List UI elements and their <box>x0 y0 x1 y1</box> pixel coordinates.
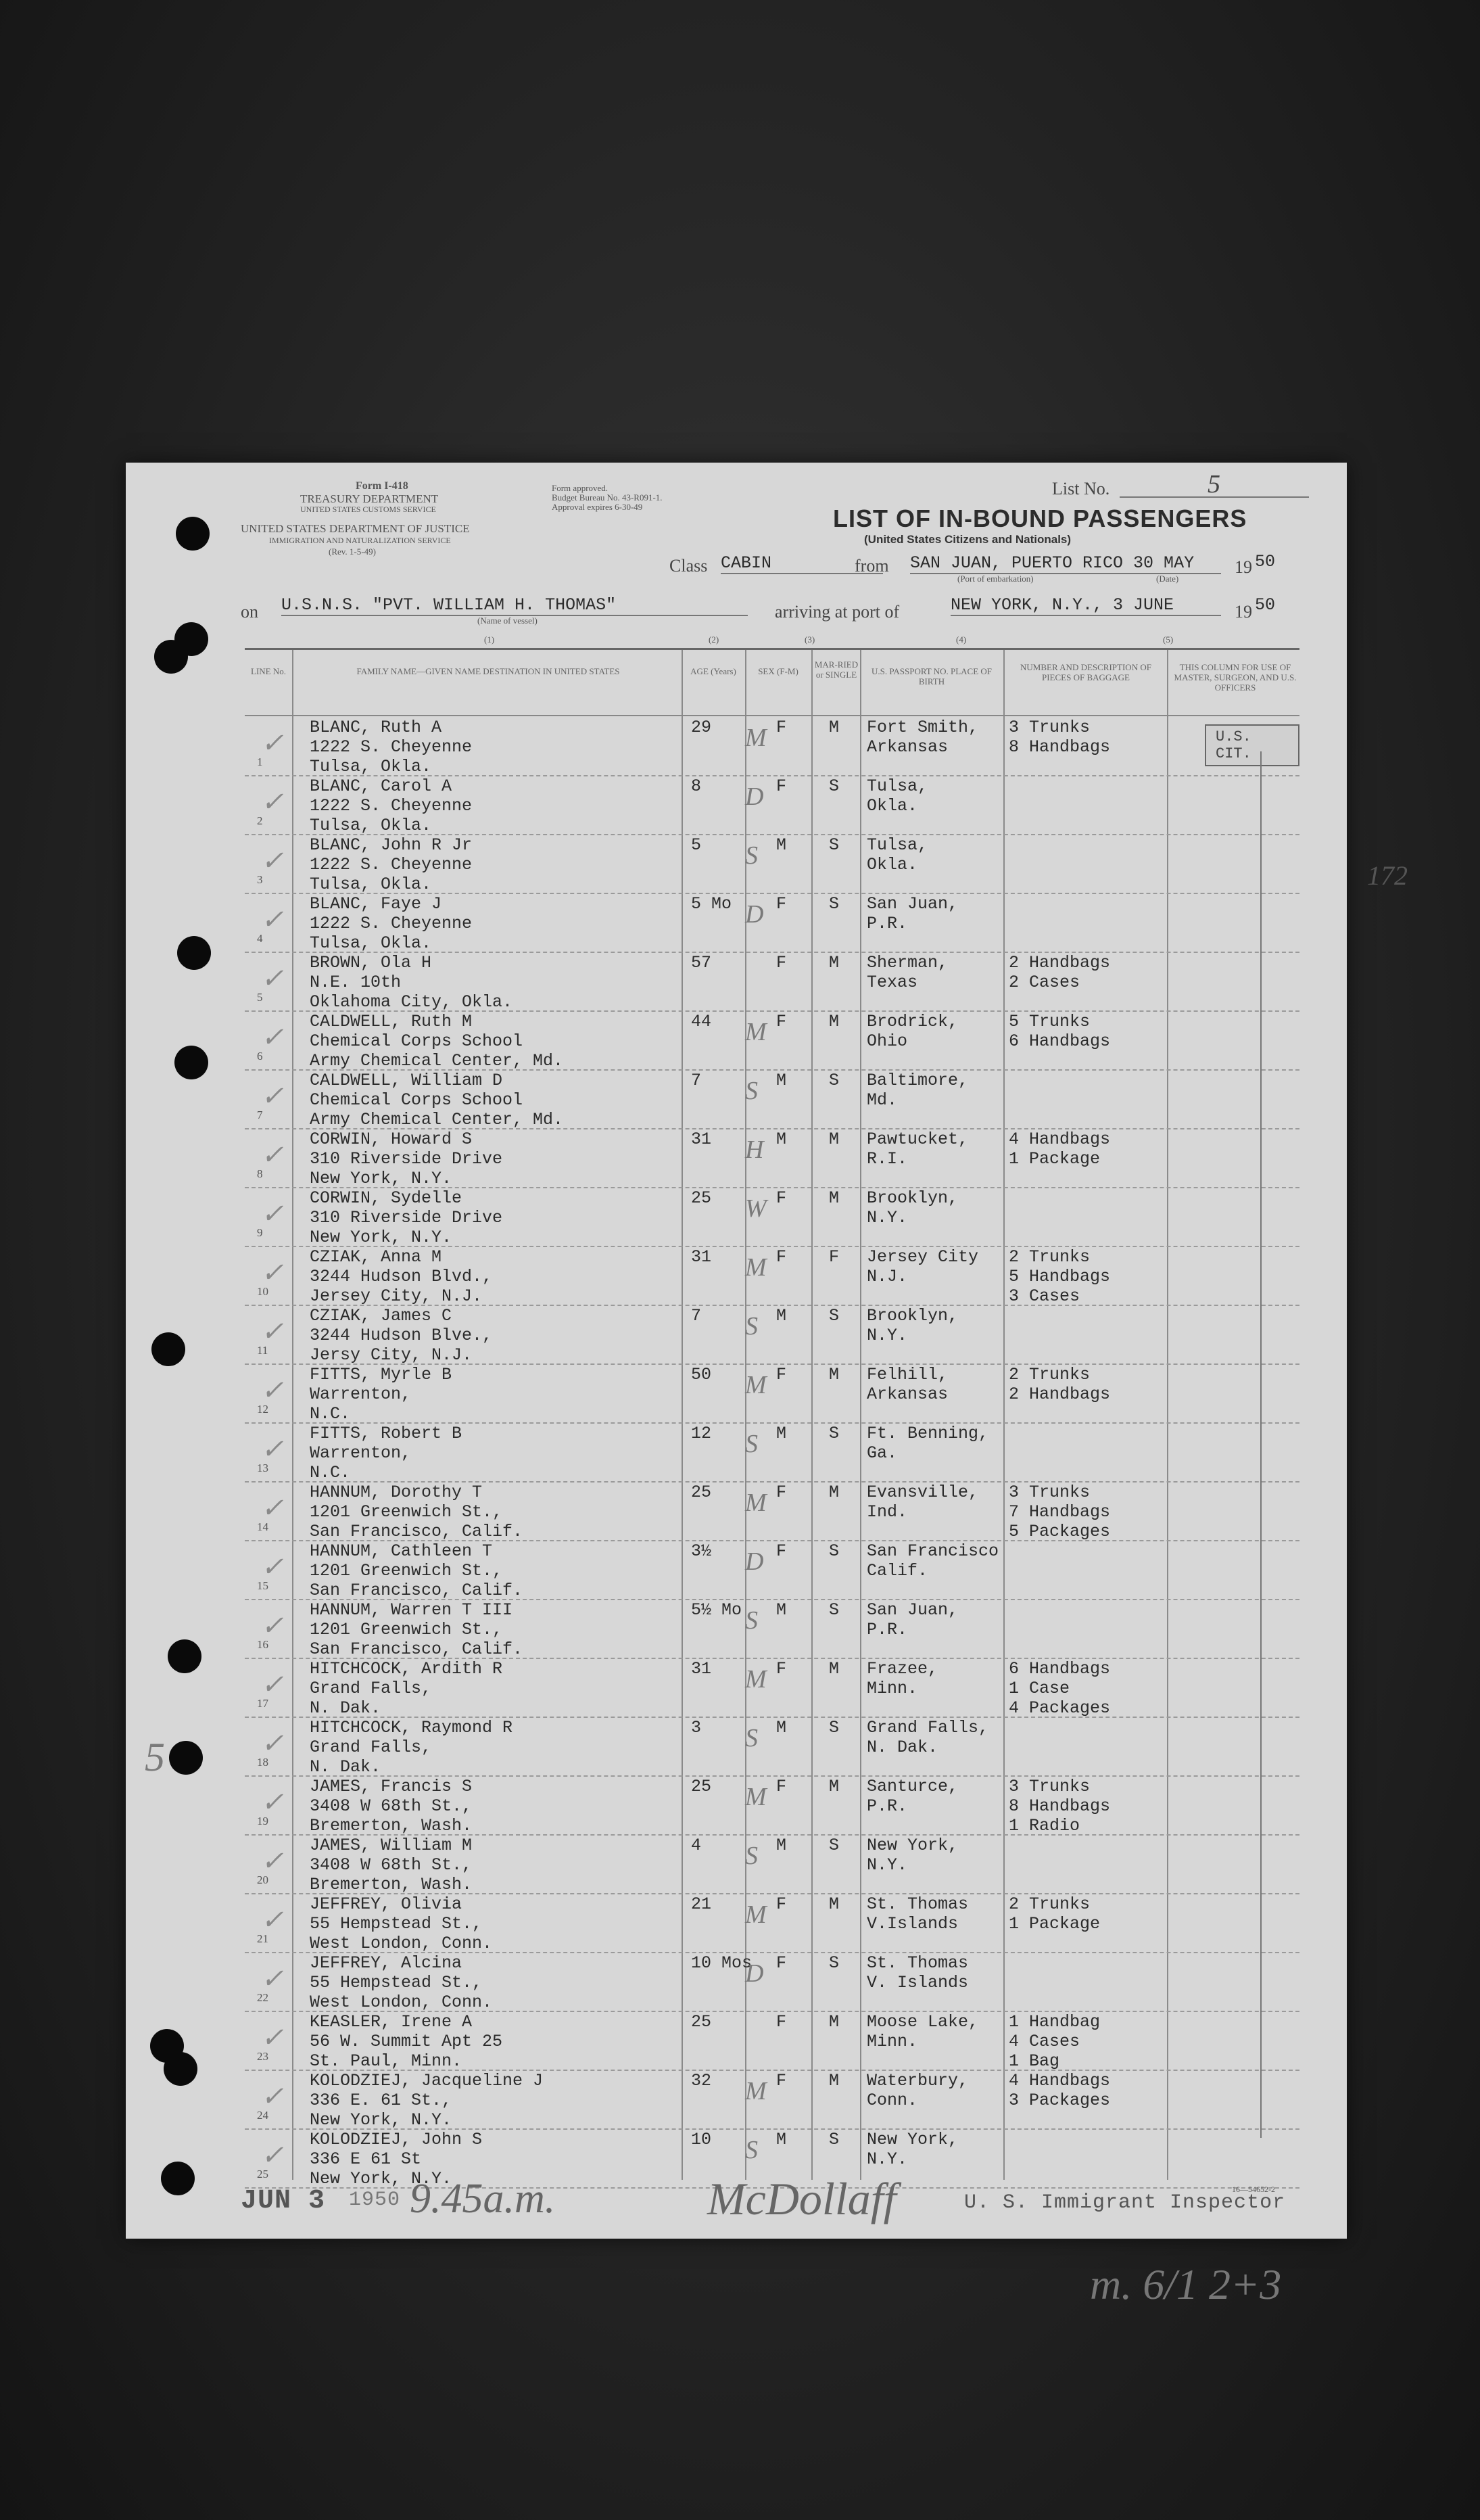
passenger-name-destination: JEFFREY, Olivia 55 Hempstead St., West London, Conn. <box>310 1894 493 1953</box>
baggage: 4 Handbags 3 Packages <box>1009 2071 1111 2110</box>
check-mark: ✓ <box>261 1905 284 1935</box>
place-of-birth: Brooklyn, N.Y. <box>867 1188 959 1228</box>
passenger-name-destination: BLANC, Ruth A 1222 S. Cheyenne Tulsa, Okla. <box>310 718 473 776</box>
class-label: Class <box>669 556 708 576</box>
stamp-date: JUN 3 <box>241 2186 326 2216</box>
age: 31 <box>691 1129 712 1149</box>
table-row <box>245 1893 1299 1953</box>
age: 8 <box>691 776 702 796</box>
sex: F <box>776 1012 787 1031</box>
check-mark: ✓ <box>261 1669 284 1700</box>
baggage: 3 Trunks 8 Handbags <box>1009 718 1111 757</box>
table-row <box>245 952 1299 1012</box>
handwritten-status: D <box>745 1547 764 1576</box>
age: 32 <box>691 2071 712 2091</box>
list-no-label: List No. <box>1052 479 1110 498</box>
table-row <box>245 1481 1299 1541</box>
age: 25 <box>691 1777 712 1796</box>
sex: M <box>776 1129 787 1149</box>
line-number: 21 <box>257 1932 268 1945</box>
punch-hole <box>168 1639 201 1673</box>
list-no-field <box>1120 470 1309 498</box>
passenger-name-destination: JAMES, Francis S 3408 W 68th St., Bremerton, Wash. <box>310 1777 473 1836</box>
punch-hole <box>161 2162 195 2195</box>
line-number: 20 <box>257 1873 268 1886</box>
table-row <box>245 834 1299 894</box>
marital-status: S <box>829 1600 840 1620</box>
inspector-signature: McDollaff <box>707 2173 897 2224</box>
place-of-birth: Baltimore, Md. <box>867 1071 969 1110</box>
check-mark: ✓ <box>261 1316 284 1347</box>
sex: M <box>776 1306 787 1326</box>
budget-bureau: Budget Bureau No. 43-R091-1. <box>552 492 663 503</box>
approval-expires: Approval expires 6-30-49 <box>552 502 643 512</box>
handwritten-status: W <box>745 1194 767 1223</box>
handwritten-status: M <box>745 1489 767 1517</box>
handwritten-status: S <box>745 2136 758 2164</box>
from-label: from <box>855 556 889 576</box>
marital-status: S <box>829 1836 840 1855</box>
place-of-birth: Waterbury, Conn. <box>867 2071 969 2110</box>
us-citizen-stamp: U.S. CIT. <box>1205 724 1299 766</box>
line-number: 15 <box>257 1579 268 1592</box>
passenger-name-destination: KOLODZIEJ, John S 336 E 61 St New York, N.Y. <box>310 2130 483 2189</box>
handwritten-status: S <box>745 1430 758 1458</box>
header-name: FAMILY NAME—GIVEN NAME DESTINATION IN UNITED STATES <box>356 666 620 676</box>
baggage: 3 Trunks 7 Handbags 5 Packages <box>1009 1483 1111 1541</box>
age: 12 <box>691 1424 712 1443</box>
table-row <box>245 2011 1299 2071</box>
check-mark: ✓ <box>261 904 284 935</box>
table-row <box>245 716 1299 776</box>
sex: M <box>776 1718 787 1737</box>
passenger-name-destination: FITTS, Robert B Warrenton, N.C. <box>310 1424 462 1483</box>
passenger-name-destination: KOLODZIEJ, Jacqueline J 336 E. 61 St., New York, N.Y. <box>310 2071 544 2130</box>
check-mark: ✓ <box>261 728 284 758</box>
stamp-year: 1950 <box>349 2189 401 2212</box>
header-birth: U.S. PASSPORT NO. PLACE OF BIRTH <box>871 666 993 686</box>
punch-hole <box>176 517 210 551</box>
baggage: 4 Handbags 1 Package <box>1009 1129 1111 1169</box>
manifest-subtitle: (United States Citizens and Nationals) <box>864 533 1072 546</box>
sex: F <box>776 2071 787 2091</box>
marital-status: M <box>829 1894 840 1914</box>
table-row <box>245 1422 1299 1483</box>
passenger-name-destination: BLANC, Faye J 1222 S. Cheyenne Tulsa, Okla. <box>310 894 473 953</box>
header-baggage: NUMBER AND DESCRIPTION OF PIECES OF BAGGAGE <box>1020 662 1151 682</box>
header-officers: THIS COLUMN FOR USE OF MASTER, SURGEON, AND U.S. OFFICERS <box>1174 662 1297 693</box>
table-row <box>245 1658 1299 1718</box>
age: 5 Mo <box>691 894 732 914</box>
passenger-name-destination: JAMES, William M 3408 W 68th St., Bremerton, Wash. <box>310 1836 473 1894</box>
form-number: Form I-418 <box>356 480 408 492</box>
check-mark: ✓ <box>261 2022 284 2053</box>
class-value: CABIN <box>721 553 883 574</box>
passenger-name-destination: CZIAK, Anna M 3244 Hudson Blvd., Jersey City, N.J. <box>310 1247 493 1306</box>
line-number: 17 <box>257 1697 268 1710</box>
check-mark: ✓ <box>261 1493 284 1523</box>
baggage: 2 Trunks 1 Package <box>1009 1894 1101 1934</box>
passenger-name-destination: BLANC, John R Jr 1222 S. Cheyenne Tulsa, Okla. <box>310 835 473 894</box>
place-of-birth: Felhill, Arkansas <box>867 1365 949 1404</box>
age: 10 Mos <box>691 1953 753 1973</box>
inspector-title: U. S. Immigrant Inspector <box>964 2191 1286 2214</box>
place-of-birth: Tulsa, Okla. <box>867 776 928 816</box>
passenger-name-destination: CALDWELL, William D Chemical Corps School Army Chemical Center, Md. <box>310 1071 564 1129</box>
marital-status: M <box>829 953 840 973</box>
passenger-name-destination: KEASLER, Irene A 56 W. Summit Apt 25 St. Paul, Minn. <box>310 2012 503 2071</box>
col-number-1: (1) <box>484 634 495 645</box>
line-number: 24 <box>257 2109 268 2122</box>
punch-hole <box>169 1741 203 1775</box>
year-1: 50 <box>1255 552 1276 571</box>
header-line-no: LINE No. <box>251 666 286 676</box>
on-label: on <box>241 602 258 622</box>
header-married: MAR-RIED or SINGLE <box>814 659 859 680</box>
sex: F <box>776 894 787 914</box>
table-row <box>245 1187 1299 1247</box>
marital-status: M <box>829 1365 840 1384</box>
age: 57 <box>691 953 712 973</box>
sex: M <box>776 1424 787 1443</box>
passenger-name-destination: BROWN, Ola H N.E. 10th Oklahoma City, Okla. <box>310 953 513 1012</box>
age: 29 <box>691 718 712 737</box>
place-of-birth: Moose Lake, Minn. <box>867 2012 979 2051</box>
table-row <box>245 1246 1299 1306</box>
line-number: 13 <box>257 1462 268 1474</box>
sex: F <box>776 1247 787 1267</box>
age: 5 <box>691 835 702 855</box>
vessel-caption: (Name of vessel) <box>477 615 538 626</box>
date-caption: (Date) <box>1156 574 1179 584</box>
age: 25 <box>691 2012 712 2032</box>
handwritten-status: S <box>745 1312 758 1340</box>
marital-status: S <box>829 1071 840 1090</box>
check-mark: ✓ <box>261 1963 284 1994</box>
marital-status: F <box>829 1247 840 1267</box>
col-number-3: (3) <box>805 634 815 645</box>
place-of-birth: Jersey City N.J. <box>867 1247 979 1286</box>
line-number: 7 <box>257 1109 263 1121</box>
passenger-name-destination: HITCHCOCK, Raymond R Grand Falls, N. Dak. <box>310 1718 513 1777</box>
table-row <box>245 2070 1299 2130</box>
table-row <box>245 1775 1299 1836</box>
sex: M <box>776 835 787 855</box>
sex: F <box>776 1541 787 1561</box>
check-mark: ✓ <box>261 1022 284 1052</box>
place-of-birth: Ft. Benning, Ga. <box>867 1424 989 1463</box>
line-number: 16 <box>257 1638 268 1651</box>
line-number: 14 <box>257 1520 268 1533</box>
passenger-manifest-sheet <box>126 463 1408 2308</box>
manifest-title: LIST OF IN-BOUND PASSENGERS <box>833 505 1247 532</box>
sex: F <box>776 1777 787 1796</box>
table-row <box>245 1717 1299 1777</box>
margin-number: 172 <box>1367 860 1408 891</box>
department: TREASURY DEPARTMENT <box>300 492 439 505</box>
check-mark: ✓ <box>261 1140 284 1170</box>
table-row <box>245 775 1299 835</box>
form-code: 16—54652-2 <box>1232 2185 1275 2194</box>
check-mark: ✓ <box>261 1787 284 1817</box>
handwritten-status: M <box>745 1783 767 1811</box>
age: 4 <box>691 1836 702 1855</box>
age: 5½ Mo <box>691 1600 742 1620</box>
line-number: 3 <box>257 873 263 886</box>
punch-hole <box>151 1332 185 1366</box>
passenger-name-destination: BLANC, Carol A 1222 S. Cheyenne Tulsa, Okla. <box>310 776 473 835</box>
sex: F <box>776 2012 787 2032</box>
age: 10 <box>691 2130 712 2149</box>
marital-status: M <box>829 2071 840 2091</box>
baggage: 2 Handbags 2 Cases <box>1009 953 1111 992</box>
age: 7 <box>691 1071 702 1090</box>
check-mark: ✓ <box>261 1728 284 1758</box>
handwritten-status: M <box>745 1253 767 1282</box>
place-of-birth: Grand Falls, N. Dak. <box>867 1718 989 1757</box>
customs-service: UNITED STATES CUSTOMS SERVICE <box>300 505 436 514</box>
line-number: 10 <box>257 1285 268 1298</box>
place-of-birth: Brooklyn, N.Y. <box>867 1306 959 1345</box>
handwritten-status: M <box>745 2077 767 2105</box>
check-mark: ✓ <box>261 1434 284 1464</box>
sex: F <box>776 1188 787 1208</box>
line-number: 9 <box>257 1226 263 1239</box>
marital-status: S <box>829 1718 840 1737</box>
baggage: 5 Trunks 6 Handbags <box>1009 1012 1111 1051</box>
age: 25 <box>691 1483 712 1502</box>
bottom-handwritten-note: m. 6/1 2+3 <box>1090 2260 1282 2308</box>
passenger-name-destination: CZIAK, James C 3244 Hudson Blve., Jersy City, N.J. <box>310 1306 493 1365</box>
baggage: 2 Trunks 2 Handbags <box>1009 1365 1111 1404</box>
sex: M <box>776 1836 787 1855</box>
place-of-birth: Pawtucket, R.I. <box>867 1129 969 1169</box>
handwritten-status: M <box>745 1018 767 1046</box>
check-mark: ✓ <box>261 1198 284 1229</box>
table-row <box>245 1305 1299 1365</box>
place-of-birth: San Juan, P.R. <box>867 894 959 933</box>
age: 50 <box>691 1365 712 1384</box>
col-number-5: (5) <box>1163 634 1174 645</box>
punch-hole <box>174 1046 208 1079</box>
place-of-birth: Evansville, Ind. <box>867 1483 979 1522</box>
year-prefix-1: 19 <box>1235 557 1252 577</box>
punch-hole <box>174 622 208 656</box>
place-of-birth: New York, N.Y. <box>867 1836 959 1875</box>
passenger-name-destination: HANNUM, Dorothy T 1201 Greenwich St., San Francisco, Calif. <box>310 1483 523 1541</box>
age: 31 <box>691 1247 712 1267</box>
line-number: 23 <box>257 2050 268 2063</box>
sex: F <box>776 1365 787 1384</box>
handwritten-status: M <box>745 1665 767 1694</box>
passenger-name-destination: JEFFREY, Alcina 55 Hempstead St., West London, Conn. <box>310 1953 493 2012</box>
line-number: 2 <box>257 814 263 827</box>
punch-hole <box>177 936 211 970</box>
sex: F <box>776 776 787 796</box>
from-value: SAN JUAN, PUERTO RICO 30 MAY <box>910 553 1221 574</box>
marital-status: M <box>829 1188 840 1208</box>
place-of-birth: San Juan, P.R. <box>867 1600 959 1639</box>
age: 3 <box>691 1718 702 1737</box>
marital-status: S <box>829 894 840 914</box>
handwritten-status: M <box>745 724 767 752</box>
check-mark: ✓ <box>261 2081 284 2111</box>
sex: F <box>776 953 787 973</box>
punch-hole <box>164 2052 197 2086</box>
passenger-name-destination: HANNUM, Cathleen T 1201 Greenwich St., San Francisco, Calif. <box>310 1541 523 1600</box>
col-number-4: (4) <box>956 634 967 645</box>
vessel-name: U.S.N.S. "PVT. WILLIAM H. THOMAS" <box>281 595 748 616</box>
marital-status: S <box>829 776 840 796</box>
baggage: 6 Handbags 1 Case 4 Packages <box>1009 1659 1111 1718</box>
passenger-name-destination: CALDWELL, Ruth M Chemical Corps School Army Chemical Center, Md. <box>310 1012 564 1071</box>
header-age: AGE (Years) <box>690 666 736 676</box>
line-number: 12 <box>257 1403 268 1416</box>
place-of-birth: St. Thomas V.Islands <box>867 1894 969 1934</box>
line-number: 19 <box>257 1815 268 1827</box>
sex: F <box>776 1659 787 1679</box>
check-mark: ✓ <box>261 1846 284 1876</box>
marital-status: M <box>829 1483 840 1502</box>
handwritten-status: S <box>745 1842 758 1870</box>
stamp-time: 9.45a.m. <box>410 2176 556 2222</box>
place-of-birth: Tulsa, Okla. <box>867 835 928 874</box>
line-number: 6 <box>257 1050 263 1063</box>
table-row <box>245 1834 1299 1894</box>
year-prefix-2: 19 <box>1235 602 1252 622</box>
handwritten-status: D <box>745 1959 764 1988</box>
table-row <box>245 1599 1299 1659</box>
check-mark: ✓ <box>261 1081 284 1111</box>
marital-status: S <box>829 1541 840 1561</box>
table-row <box>245 1540 1299 1600</box>
table-row <box>245 893 1299 953</box>
arriving-label: arriving at port of <box>775 602 900 622</box>
marital-status: S <box>829 1424 840 1443</box>
age: 25 <box>691 1188 712 1208</box>
marital-status: M <box>829 2012 840 2032</box>
handwritten-status: M <box>745 1371 767 1399</box>
line-number: 18 <box>257 1756 268 1769</box>
age: 44 <box>691 1012 712 1031</box>
place-of-birth: Sherman, Texas <box>867 953 949 992</box>
handwritten-status: S <box>745 1724 758 1752</box>
line-number: 5 <box>257 991 263 1004</box>
marital-status: S <box>829 1953 840 1973</box>
table-row <box>245 1952 1299 2012</box>
marital-status: M <box>829 1777 840 1796</box>
sex: F <box>776 1894 787 1914</box>
marital-status: S <box>829 2130 840 2149</box>
marital-status: S <box>829 835 840 855</box>
marital-status: M <box>829 718 840 737</box>
table-row <box>245 1363 1299 1424</box>
age: 31 <box>691 1659 712 1679</box>
place-of-birth: Santurce, P.R. <box>867 1777 959 1816</box>
sex: M <box>776 1071 787 1090</box>
marital-status: M <box>829 1012 840 1031</box>
form-approved: Form approved. <box>552 483 608 493</box>
line-number: 8 <box>257 1167 263 1180</box>
year-2: 50 <box>1255 595 1276 615</box>
baggage: 3 Trunks 8 Handbags 1 Radio <box>1009 1777 1111 1836</box>
marital-status: M <box>829 1659 840 1679</box>
handwritten-status: S <box>745 841 758 870</box>
age: 21 <box>691 1894 712 1914</box>
passenger-name-destination: CORWIN, Howard S 310 Riverside Drive New York, N.Y. <box>310 1129 503 1188</box>
passenger-name-destination: FITTS, Myrle B Warrenton, N.C. <box>310 1365 452 1424</box>
sex: F <box>776 1953 787 1973</box>
list-no-value: 5 <box>1208 470 1220 498</box>
check-mark: ✓ <box>261 1610 284 1641</box>
line-number: 11 <box>257 1344 268 1357</box>
check-mark: ✓ <box>261 1375 284 1405</box>
handwritten-status: D <box>745 783 764 811</box>
check-mark: ✓ <box>261 787 284 817</box>
place-of-birth: St. Thomas V. Islands <box>867 1953 969 1992</box>
handwritten-status: M <box>745 1900 767 1929</box>
port-embarkation-caption: (Port of embarkation) <box>957 574 1034 584</box>
check-mark: ✓ <box>261 2140 284 2170</box>
handwritten-status: H <box>745 1136 764 1164</box>
sex: F <box>776 1483 787 1502</box>
header-sex: SEX (F-M) <box>758 666 798 676</box>
place-of-birth: Fort Smith, Arkansas <box>867 718 979 757</box>
passenger-name-destination: CORWIN, Sydelle 310 Riverside Drive New York, N.Y. <box>310 1188 503 1247</box>
handwritten-status: S <box>745 1077 758 1105</box>
age: 3½ <box>691 1541 712 1561</box>
arrival-port: NEW YORK, N.Y., 3 JUNE <box>951 595 1221 616</box>
check-mark: ✓ <box>261 845 284 876</box>
revision: (Rev. 1-5-49) <box>329 546 376 557</box>
sex: F <box>776 718 787 737</box>
col-number-2: (2) <box>709 634 719 645</box>
baggage: 2 Trunks 5 Handbags 3 Cases <box>1009 1247 1111 1306</box>
officer-column-line <box>1260 751 1262 2138</box>
place-of-birth: Frazee, Minn. <box>867 1659 938 1698</box>
passenger-name-destination: HITCHCOCK, Ardith R Grand Falls, N. Dak. <box>310 1659 503 1718</box>
place-of-birth: Brodrick, Ohio <box>867 1012 959 1051</box>
check-mark: ✓ <box>261 963 284 994</box>
age: 7 <box>691 1306 702 1326</box>
place-of-birth: New York, N.Y. <box>867 2130 959 2169</box>
line-number: 1 <box>257 755 263 768</box>
place-of-birth: San Francisco Calif. <box>867 1541 999 1581</box>
baggage: 1 Handbag 4 Cases 1 Bag <box>1009 2012 1101 2071</box>
left-margin-mark: 5 <box>145 1735 165 1779</box>
line-number: 22 <box>257 1991 268 2004</box>
table-row <box>245 1128 1299 1188</box>
handwritten-status: S <box>745 1606 758 1635</box>
sex: M <box>776 2130 787 2149</box>
marital-status: M <box>829 1129 840 1149</box>
sex: M <box>776 1600 787 1620</box>
marital-status: S <box>829 1306 840 1326</box>
justice-department: UNITED STATES DEPARTMENT OF JUSTICE <box>241 522 470 535</box>
line-number: 4 <box>257 932 263 945</box>
line-number: 25 <box>257 2168 268 2180</box>
check-mark: ✓ <box>261 1257 284 1288</box>
handwritten-status: D <box>745 900 764 929</box>
passenger-name-destination: HANNUM, Warren T III 1201 Greenwich St., San Francisco, Calif. <box>310 1600 523 1659</box>
check-mark: ✓ <box>261 1551 284 1582</box>
table-row <box>245 1069 1299 1129</box>
ins-service: IMMIGRATION AND NATURALIZATION SERVICE <box>269 536 451 545</box>
table-row <box>245 1010 1299 1071</box>
